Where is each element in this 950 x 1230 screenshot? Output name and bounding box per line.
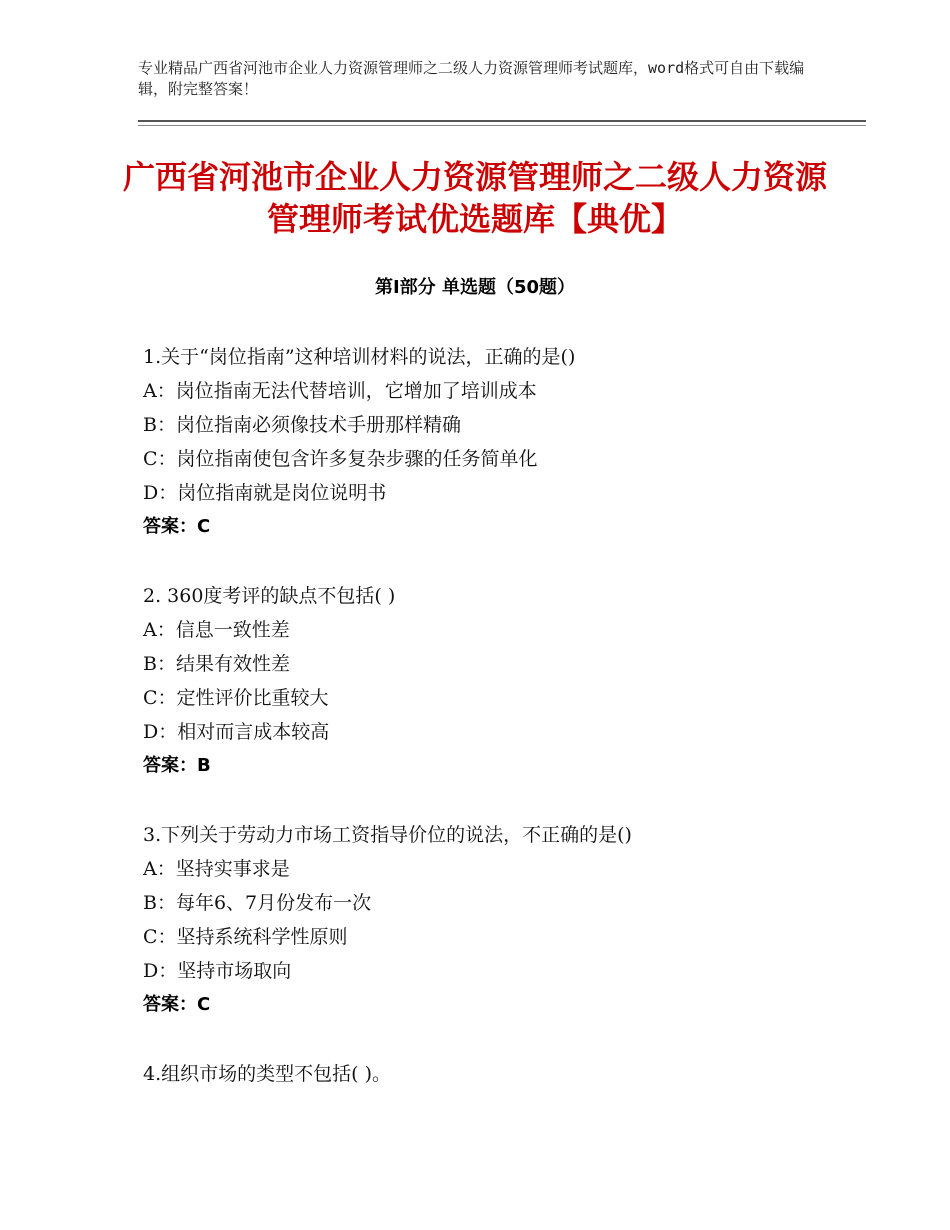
document-title: 广西省河池市企业人力资源管理师之二级人力资源管理师考试优选题库【典优】 [122, 158, 827, 238]
option-c: C：岗位指南使包含许多复杂步骤的任务简单化 [143, 448, 538, 470]
option-b: B：每年6、7月份发布一次 [143, 892, 372, 914]
section-heading: 第Ⅰ部分 单选题（50题） [374, 277, 575, 298]
option-a: A：岗位指南无法代替培训，它增加了培训成本 [143, 380, 537, 402]
question-block [143, 340, 863, 544]
option-b: B：结果有效性差 [143, 653, 290, 675]
question-text: 1.关于“岗位指南”这种培训材料的说法，正确的是() [143, 346, 576, 368]
option-d: D：相对而言成本较高 [143, 721, 330, 743]
question-block [143, 818, 863, 1022]
option-a: A：坚持实事求是 [143, 858, 290, 880]
header-divider [138, 120, 866, 122]
answer-line: 答案：C [143, 994, 211, 1015]
header-note: 专业精品广西省河池市企业人力资源管理师之二级人力资源管理师考试题库，word格式可自由下载编辑，附完整答案！ [138, 59, 805, 98]
option-b: B：岗位指南必须像技术手册那样精确 [143, 414, 461, 436]
question-block [143, 579, 863, 783]
question-text: 3.下列关于劳动力市场工资指导价位的说法，不正确的是() [143, 824, 632, 846]
question-text: 2. 360度考评的缺点不包括( ) [143, 585, 396, 607]
option-a: A：信息一致性差 [143, 619, 290, 641]
answer-line: 答案：C [143, 516, 211, 537]
question-block [143, 1057, 863, 1091]
answer-line: 答案：B [143, 755, 211, 776]
option-d: D：岗位指南就是岗位说明书 [143, 482, 387, 504]
header-divider-thin [138, 125, 866, 126]
question-list [143, 340, 863, 1126]
option-c: C：定性评价比重较大 [143, 687, 329, 709]
option-c: C：坚持系统科学性原则 [143, 926, 348, 948]
option-d: D：坚持市场取向 [143, 960, 292, 982]
question-text: 4.组织市场的类型不包括( )。 [143, 1063, 391, 1085]
